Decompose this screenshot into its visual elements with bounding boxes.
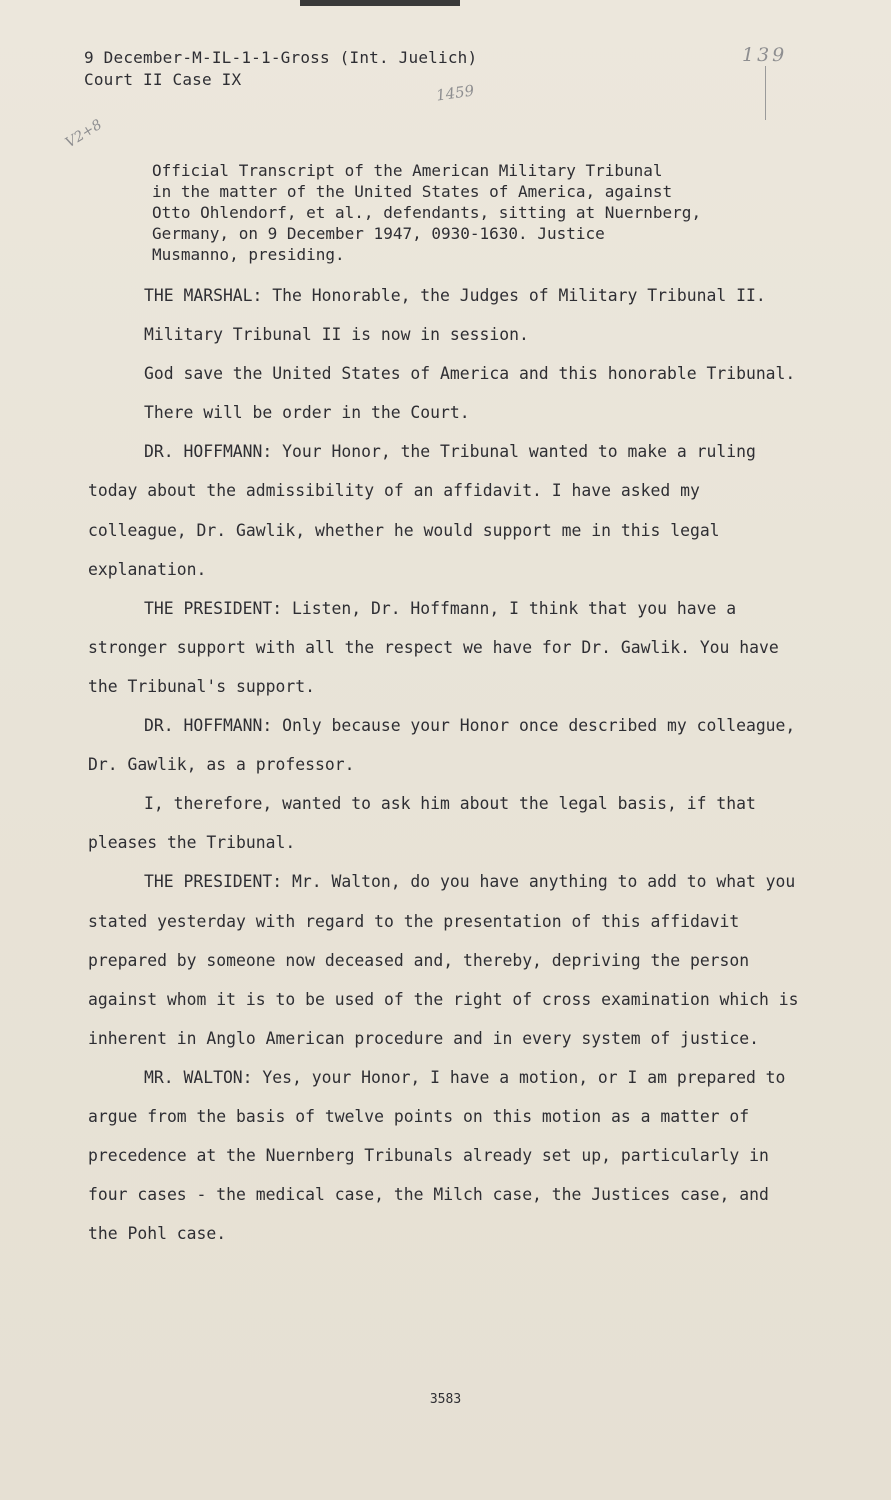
handwritten-mark: 1459 <box>434 81 476 105</box>
paragraph: THE MARSHAL: The Honorable, the Judges of Military Tribunal II. <box>144 286 766 305</box>
paragraph: Military Tribunal II is now in session. <box>144 325 529 345</box>
scan-edge <box>300 0 460 6</box>
paragraph: THE PRESIDENT: Mr. Walton, do you have anything to add to what you stated yesterday with regard to the presentation of this affidavit prepared by someone now deceased and, thereby, depriving the person against whom it is to be used of the right of cross examination which is inherent in Anglo American procedure and in every system of justice. <box>88 872 799 1048</box>
handwritten-page-number: 139 <box>742 44 788 66</box>
header-line-2: Court II Case IX <box>84 70 242 89</box>
transcript-body <box>88 276 808 1253</box>
page-number: 3583 <box>429 1392 462 1407</box>
paragraph: DR. HOFFMANN: Only because your Honor once described my colleague, Dr. Gawlik, as a professor. <box>88 716 796 775</box>
paragraph: THE PRESIDENT: Listen, Dr. Hoffmann, I think that you have a stronger support with all the respect we have for Dr. Gawlik. You have the Tribunal's support. <box>88 598 779 696</box>
paragraph: God save the United States of America and this honorable Tribunal. <box>144 364 796 384</box>
transcript-intro: Official Transcript of the American Military Tribunal in the matter of the United States of America, against Otto Ohlendorf, et al., defendants, sitting at Nuernberg, Germany, on 9 December 1947, 0930-1630. Justice Musmanno, presiding. <box>152 161 702 264</box>
paragraph: MR. WALTON: Yes, your Honor, I have a motion, or I am prepared to argue from the basis of twelve points on this motion as a matter of precedence at the Nuernberg Tribunals already set up, particularly in four cases - the medical case, the Milch case, the Justices case, and the Pohl case. <box>88 1067 786 1244</box>
header-line-1: 9 December-M-IL-1-1-Gross (Int. Juelich) <box>84 48 478 67</box>
paragraph: I, therefore, wanted to ask him about the legal basis, if that pleases the Tribunal. <box>88 794 756 853</box>
margin-line <box>765 66 766 120</box>
paragraph: There will be order in the Court. <box>144 403 470 423</box>
paragraph: DR. HOFFMANN: Your Honor, the Tribunal wanted to make a ruling today about the admissibility of an affidavit. I have asked my colleague, Dr. Gawlik, whether he would support me in this legal explanation. <box>88 442 756 579</box>
handwritten-margin-note: V2+8 <box>62 116 105 152</box>
